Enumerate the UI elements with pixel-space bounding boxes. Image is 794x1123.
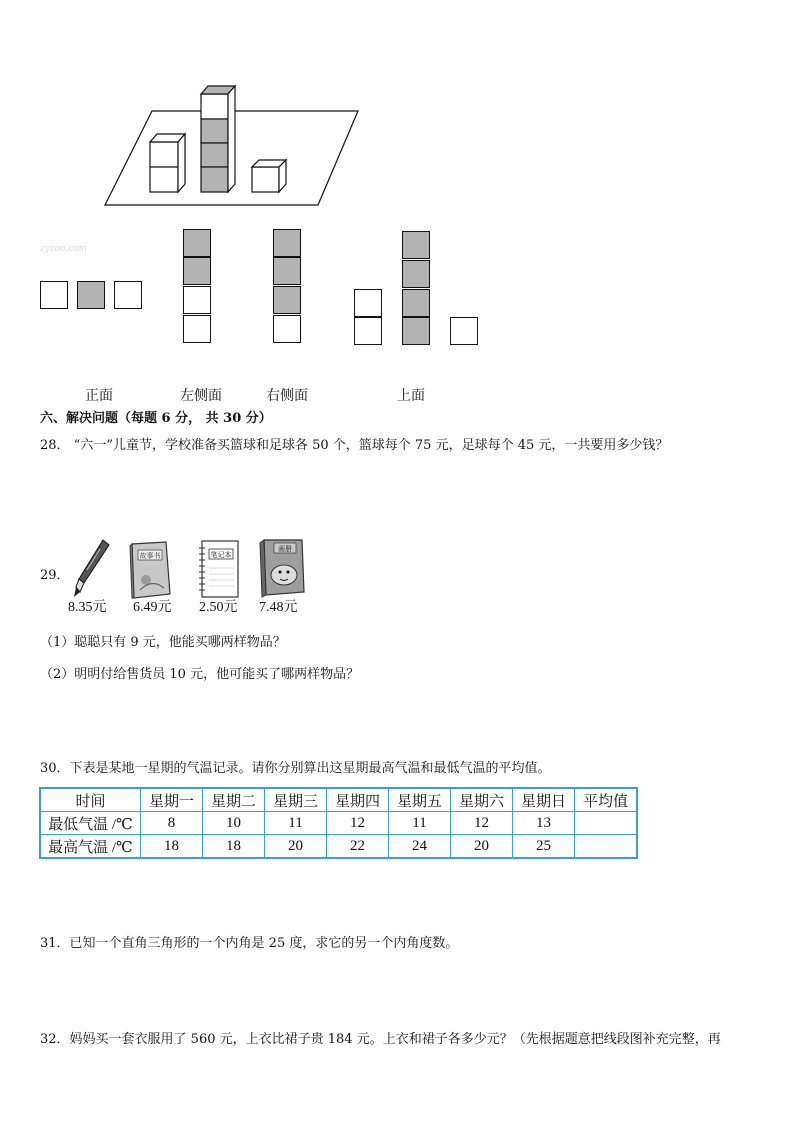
- table-header-row: [40, 788, 637, 812]
- tall-cube-stack: [201, 86, 235, 192]
- question-31: 31．已知一个直角三角形的一个内角是 25 度，求它的另一个内角度数。: [40, 936, 459, 951]
- table-cell: 最高气温 /℃: [40, 835, 141, 859]
- notebook-label: 笔记本: [210, 551, 232, 559]
- table-cell-average-blank[interactable]: [575, 812, 638, 835]
- notebook-icon: [196, 538, 242, 600]
- table-row: [40, 812, 637, 835]
- picture-book-label: 画册: [278, 545, 292, 553]
- left-cube-stack: [150, 134, 185, 192]
- question-29-number: 29．: [40, 568, 70, 583]
- storybook-icon: [126, 540, 174, 600]
- table-header-cell: 星期六: [451, 788, 513, 812]
- table-header-cell: 星期日: [513, 788, 575, 812]
- table-cell: 最低气温 /℃: [40, 812, 141, 835]
- price-picture-book: 7.48元: [259, 600, 298, 615]
- table-cell: 20: [451, 835, 513, 859]
- table-cell: 18: [141, 835, 203, 859]
- single-cube: [252, 160, 286, 192]
- cube-arrangement-figure: [100, 82, 360, 208]
- table-cell: 11: [265, 812, 327, 835]
- right-view-label: 右侧面: [266, 388, 308, 404]
- table-cell: 22: [327, 835, 389, 859]
- price-pen: 8.35元: [68, 600, 107, 615]
- storybook-label: 故事书: [139, 552, 161, 560]
- table-cell: 13: [513, 812, 575, 835]
- front-view-label: 正面: [85, 388, 113, 404]
- picture-book-icon: [256, 537, 308, 599]
- table-header-cell: 星期一: [141, 788, 203, 812]
- table-cell: 12: [327, 812, 389, 835]
- table-cell: 11: [389, 812, 451, 835]
- left-view-label: 左侧面: [180, 388, 222, 404]
- table-row: [40, 835, 637, 859]
- table-cell: 10: [203, 812, 265, 835]
- top-view-label: 上面: [397, 388, 425, 404]
- table-cell: 20: [265, 835, 327, 859]
- table-header-cell: 时间: [40, 788, 141, 812]
- price-notebook: 2.50元: [199, 600, 238, 615]
- question-32: 32．妈妈买一套衣服用了 560 元，上衣比裙子贵 184 元。上衣和裙子各多少元？（先根据题意把线段图补充完整，再: [40, 1032, 721, 1047]
- table-cell: 24: [389, 835, 451, 859]
- question-29-part-1: （1）聪聪只有 9 元，他能买哪两样物品？: [40, 635, 286, 650]
- watermark-text: zyzoo.com: [40, 244, 88, 254]
- pen-icon: [70, 537, 114, 599]
- table-cell: 12: [451, 812, 513, 835]
- table-header-cell: 星期三: [265, 788, 327, 812]
- table-cell: 25: [513, 835, 575, 859]
- section-title: 六、解决问题（每题 6 分， 共 30 分）: [40, 411, 272, 426]
- table-cell-average-blank[interactable]: [575, 835, 638, 859]
- temperature-table: [39, 787, 638, 859]
- question-30: 30．下表是某地一星期的气温记录。请你分别算出这星期最高气温和最低气温的平均值。: [40, 761, 551, 776]
- table-header-cell: 星期五: [389, 788, 451, 812]
- question-29-part-2: （2）明明付给售货员 10 元，他可能买了哪两样物品？: [40, 667, 360, 682]
- table-cell: 18: [203, 835, 265, 859]
- price-storybook: 6.49元: [133, 600, 172, 615]
- table-header-cell: 星期二: [203, 788, 265, 812]
- table-cell: 8: [141, 812, 203, 835]
- table-header-cell: 星期四: [327, 788, 389, 812]
- question-28: 28． “六一”儿童节，学校准备买篮球和足球各 50 个，篮球每个 75 元，足球每个 45 元，一共要用多少钱？: [40, 438, 669, 453]
- table-header-cell: 平均值: [575, 788, 638, 812]
